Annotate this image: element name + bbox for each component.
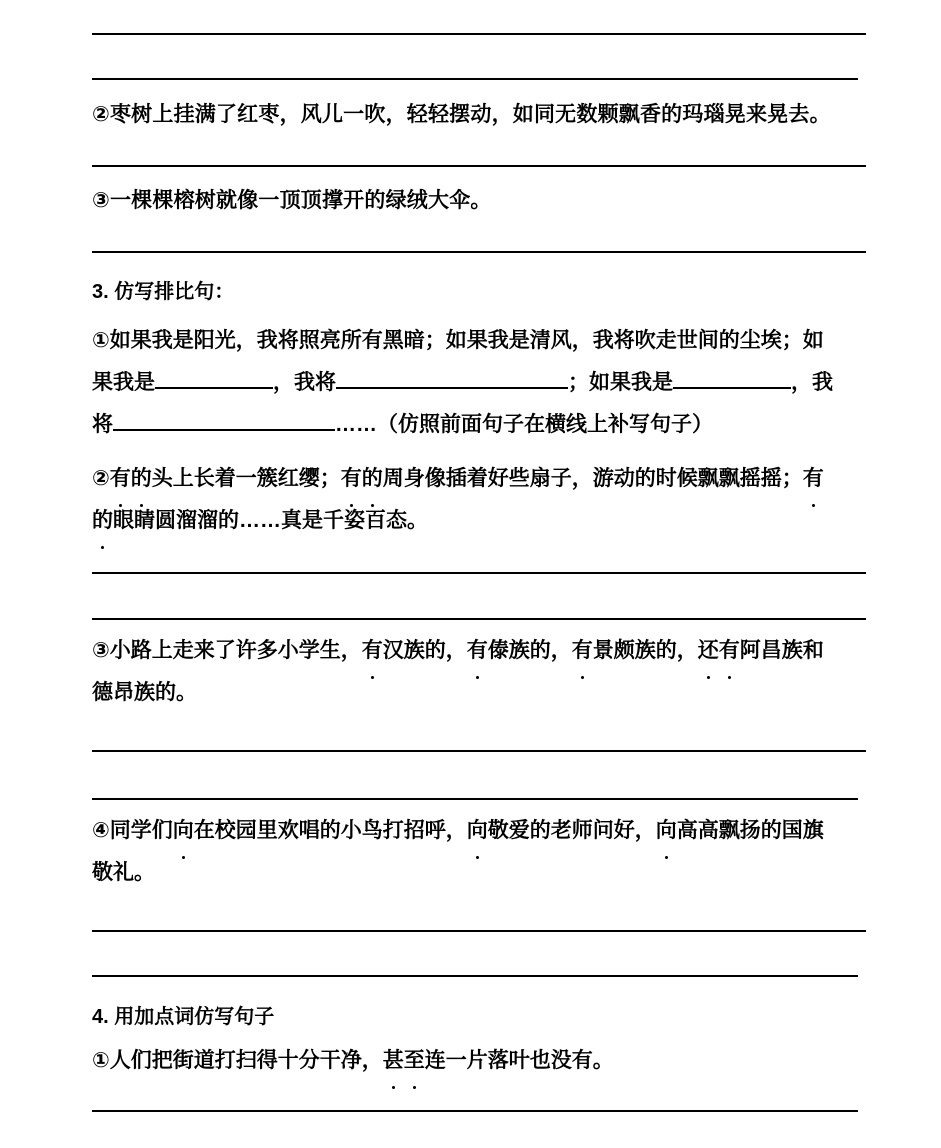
emphasis-dot-text: 向 [467, 810, 488, 852]
item-line [92, 672, 882, 714]
item-text-line-2d: ，我 [791, 371, 833, 394]
item-text-line-2c: ；如果我是 [568, 371, 673, 394]
section-4-heading [92, 997, 274, 1037]
item-text: 周身像插着好些扇子，游动的时候飘飘摇摇； [382, 467, 803, 490]
section-4-number: 4. [92, 1006, 109, 1028]
item-text: 敬爱的老师问好， [487, 819, 656, 842]
fill-in-blank-1[interactable] [155, 367, 273, 389]
item-marker: ① [92, 329, 110, 352]
item-text: 眼睛圆溜溜的……真是千姿百态。 [113, 509, 428, 532]
item-text: 傣族的， [487, 639, 572, 662]
emphasis-dot-char: 的 [131, 458, 152, 500]
item-line [92, 458, 882, 500]
item-text: 汉族的， [382, 639, 467, 662]
item-text: 一棵棵榕树就像一顶顶撑开的绿绒大伞。 [109, 189, 492, 212]
section-3-item-3 [92, 630, 882, 714]
emphasis-dot-text [110, 467, 152, 490]
item-text-line-2a: 果我是 [92, 371, 155, 394]
item-line [92, 500, 882, 542]
item-text: 阿昌族和 [739, 639, 824, 662]
item-line [92, 852, 882, 894]
item-text: 同学们 [109, 819, 173, 842]
item-line [92, 362, 882, 404]
rule-bottom[interactable] [92, 1110, 858, 1112]
item-text: 小路上走来了许多小学生， [109, 639, 362, 662]
item-text: 德昂族的。 [92, 681, 197, 704]
item-marker: ③ [92, 189, 110, 212]
section-3-title: 仿写排比句： [114, 281, 235, 303]
emphasis-dot-text: 向 [656, 810, 677, 852]
item-text-line-1: 如果我是阳光，我将照亮所有黑暗；如果我是清风，我将吹走世间的尘埃；如 [109, 329, 824, 352]
emphasis-dot-text: 向 [173, 810, 194, 852]
item-text: 枣树上挂满了红枣，风儿一吹，轻轻摆动，如同无数颗飘香的玛瑙晃来晃去。 [109, 103, 831, 126]
rule-top-2[interactable] [92, 78, 858, 80]
emphasis-dot-text: 有 [803, 458, 824, 500]
rule-s3i4-a[interactable] [92, 930, 866, 932]
emphasis-dot-text [698, 639, 740, 662]
emphasis-dot-char: 的 [362, 458, 383, 500]
rule-after-item2[interactable] [92, 165, 866, 167]
section-4-title: 用加点词仿写句子 [114, 1006, 275, 1028]
item-text-line-3b: ……（仿照前面句子在横线上补写句子） [335, 413, 713, 436]
section-3-item-1 [92, 320, 882, 446]
item-marker: ① [92, 1049, 110, 1072]
rule-s3i3-b[interactable] [92, 798, 858, 800]
emphasis-dot-text: 有 [467, 630, 488, 672]
fill-in-blank-4[interactable] [113, 409, 335, 431]
emphasis-dot-char: 有 [719, 630, 740, 672]
item-marker: ② [92, 103, 110, 126]
emphasis-dot-text [341, 467, 383, 490]
section-4-item-1 [92, 1040, 882, 1082]
emphasis-dot-text [383, 1049, 425, 1072]
item-line [92, 630, 882, 672]
emphasis-dot-char: 甚 [383, 1040, 404, 1082]
item-text: 连一片落叶也没有。 [424, 1049, 614, 1072]
fill-in-blank-2[interactable] [336, 367, 568, 389]
emphasis-dot-text: 有 [362, 630, 383, 672]
item-text: 高高飘扬的国旗 [676, 819, 824, 842]
emphasis-dot-char: 有 [110, 458, 131, 500]
emphasis-dot-char: 有 [341, 458, 362, 500]
item-text: 人们把街道打扫得十分干净， [109, 1049, 383, 1072]
rule-s3i3-a[interactable] [92, 750, 866, 752]
item-marker: ③ [92, 639, 110, 662]
item-text: 头上长着一簇红缨； [151, 467, 341, 490]
emphasis-dot-char: 至 [404, 1040, 425, 1082]
emphasis-dot-text: 有 [572, 630, 593, 672]
item-line [92, 404, 882, 446]
rule-s3i4-b[interactable] [92, 975, 858, 977]
item-text-line-3a: 将 [92, 413, 113, 436]
item-text: 景颇族的， [592, 639, 698, 662]
item-text-line-2b: ，我将 [273, 371, 336, 394]
section-3-item-4 [92, 810, 882, 894]
carryover-item-3 [92, 180, 492, 222]
carryover-item-2 [92, 94, 831, 136]
section-3-item-2 [92, 458, 882, 542]
section-3-heading [92, 272, 234, 312]
rule-s3i2-b[interactable] [92, 618, 866, 620]
rule-s3i2-a[interactable] [92, 572, 866, 574]
section-3-number: 3. [92, 281, 109, 303]
emphasis-dot-text: 的 [92, 500, 113, 542]
item-line [92, 1040, 882, 1082]
item-marker: ② [92, 467, 110, 490]
emphasis-dot-char: 还 [698, 630, 719, 672]
fill-in-blank-3[interactable] [673, 367, 791, 389]
item-text: 敬礼。 [92, 861, 155, 884]
item-marker: ④ [92, 819, 110, 842]
rule-top-1[interactable] [92, 33, 866, 35]
item-line [92, 810, 882, 852]
rule-after-item3a[interactable] [92, 251, 866, 253]
item-text: 在校园里欢唱的小鸟打招呼， [193, 819, 467, 842]
item-line [92, 320, 882, 362]
